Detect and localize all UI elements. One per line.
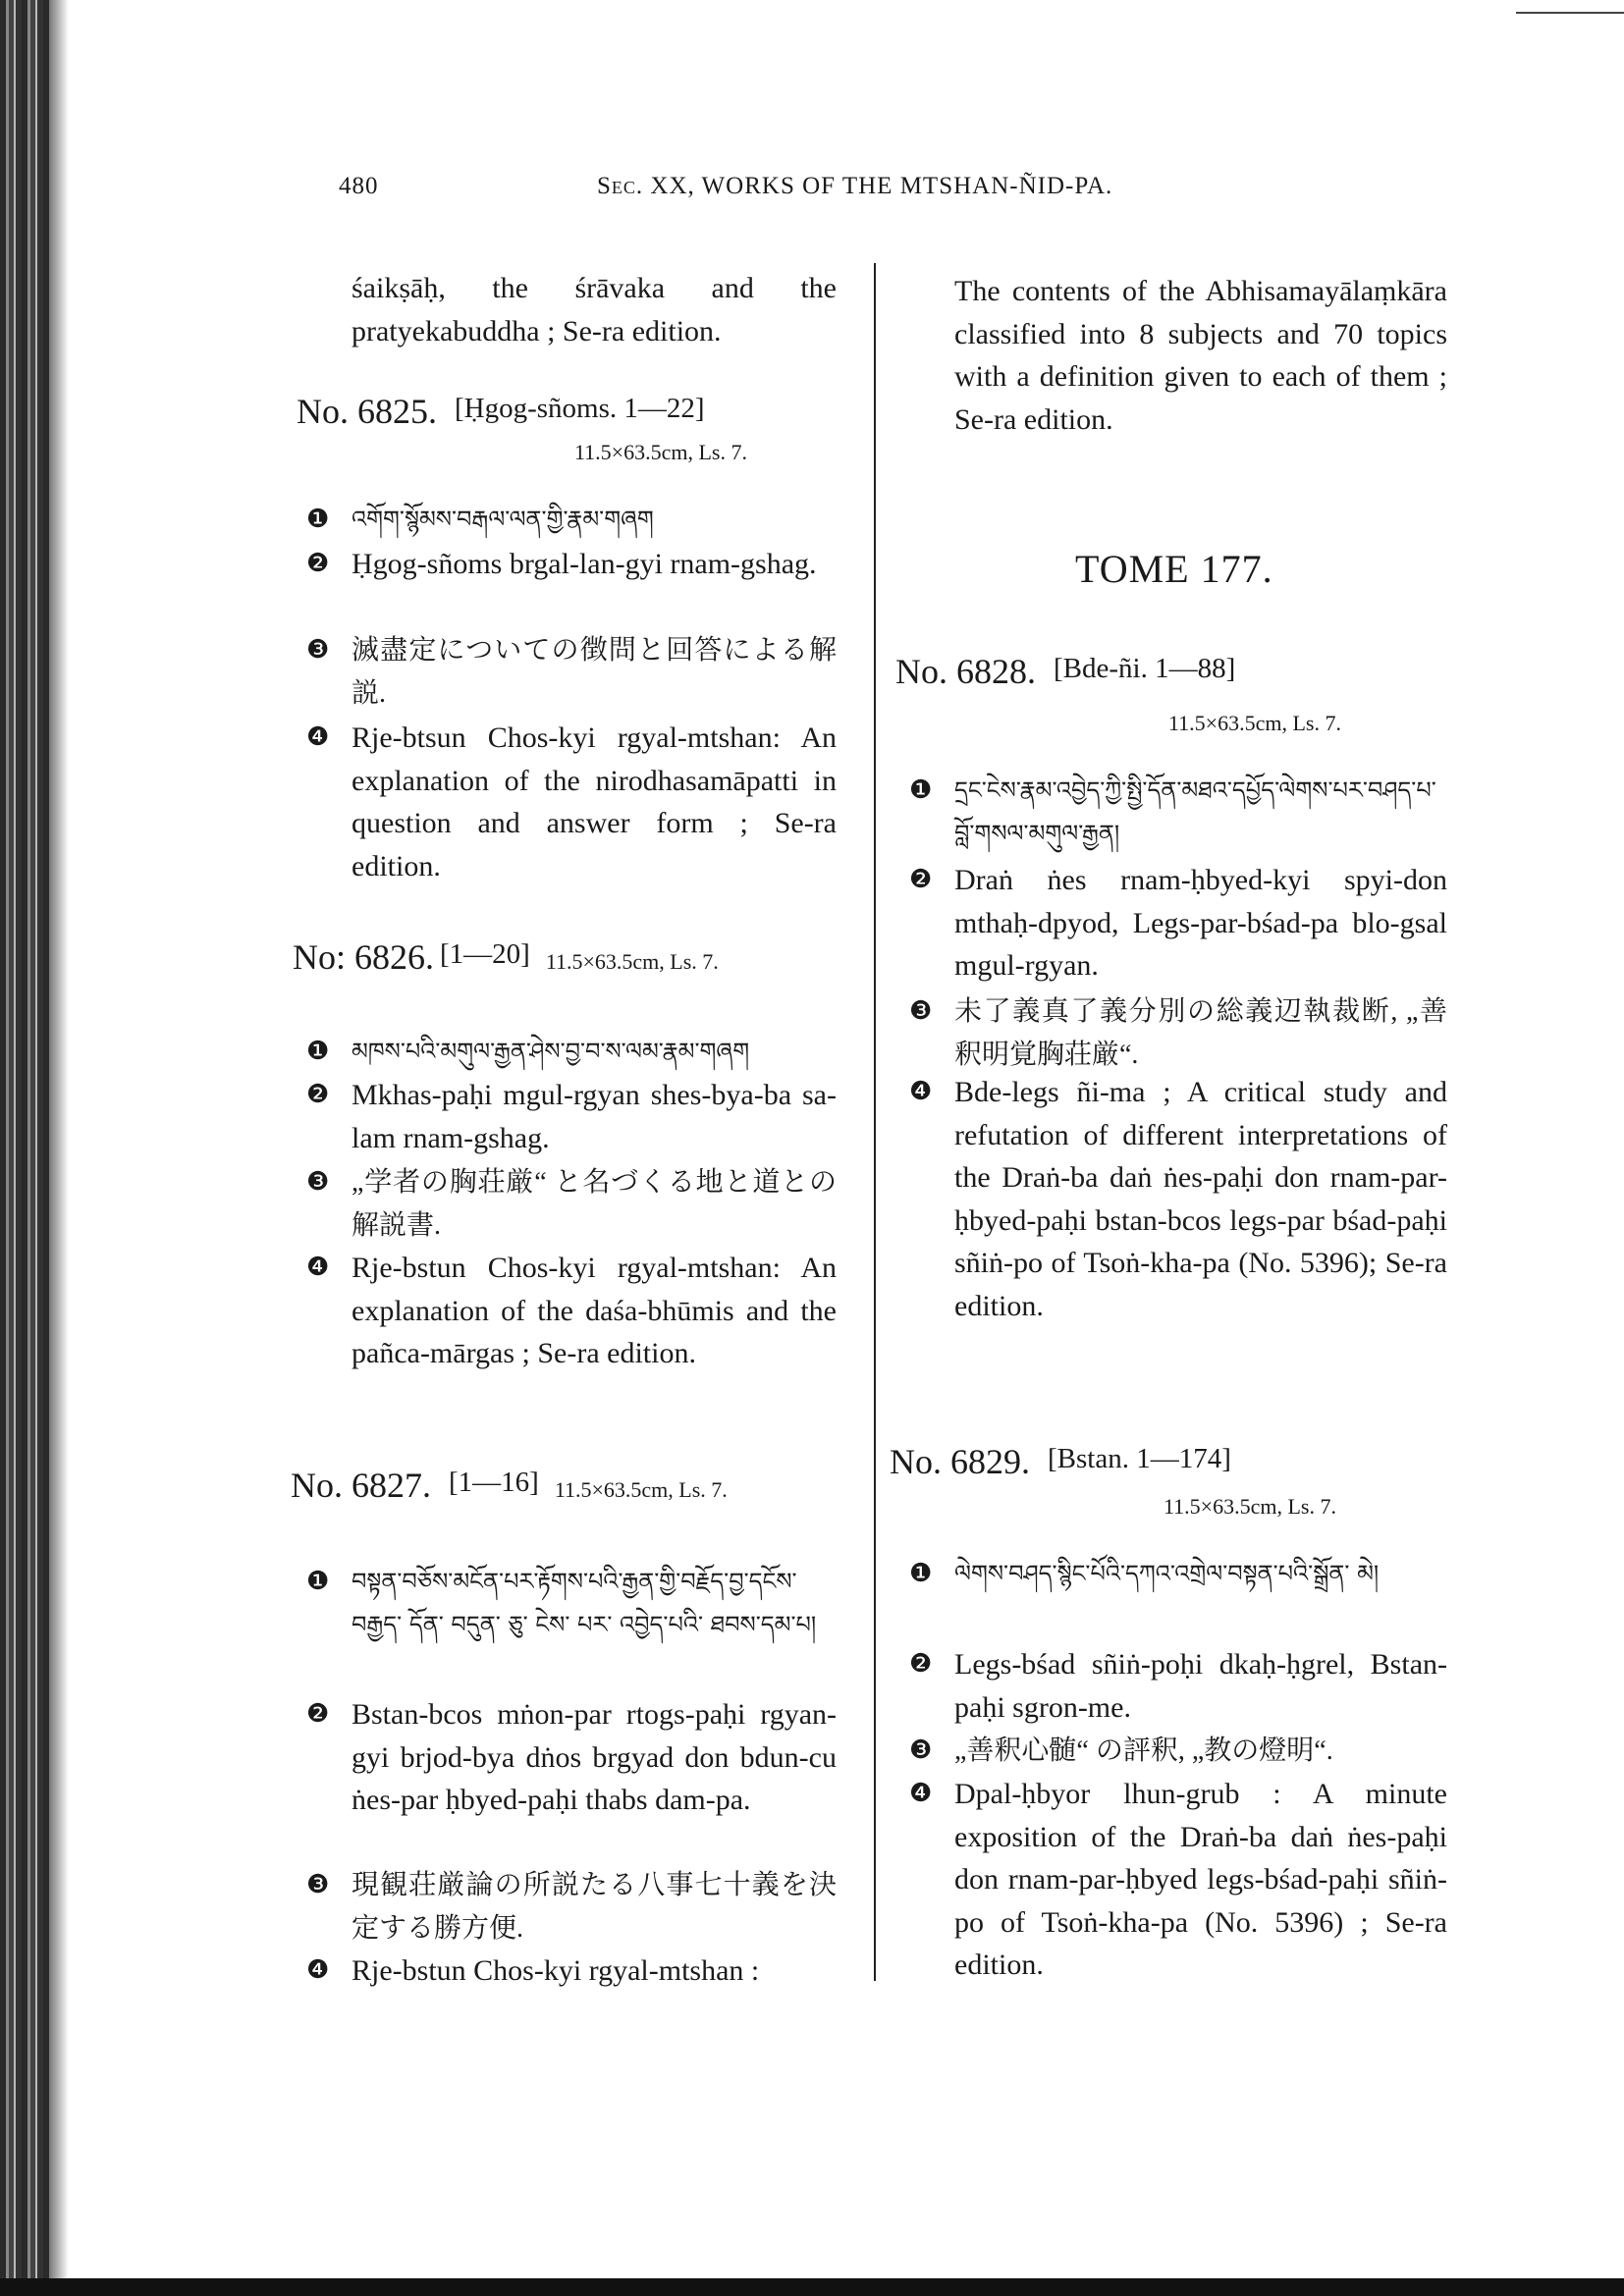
- entry-item: [306, 1949, 837, 1993]
- description: Dpal-ḥbyor lhun-grub : A minute exposition of the Draṅ-ba daṅ ṅes-paḥi don rnam-par-ḥbyed legs-bśad-paḥi sñiṅ-po of Tsoṅ-kha-pa (No. 5396) ; Se-ra edition.: [954, 1778, 1447, 1981]
- transliterated-title: Bstan-bcos mṅon-par rtogs-paḥi rgyan-gyi brjod-bya dṅos brgyad don bdun-cu ṅes-par ḥbyed-paḥi thabs dam-pa.: [352, 1698, 837, 1816]
- entry-item: [909, 859, 1447, 988]
- description: Rje-bstun Chos-kyi rgyal-mtshan :: [352, 1954, 760, 1987]
- number-marker-icon: ❶: [306, 1567, 330, 1596]
- entry-item: [306, 1864, 837, 1949]
- number-marker-icon: ❷: [306, 1699, 330, 1729]
- entry-number: No. 6825.: [297, 392, 437, 431]
- column-divider: [874, 263, 876, 1981]
- transliterated-title: Draṅ ṅes rnam-ḥbyed-kyi spyi-don mthaḥ-dpyod, Legs-par-bśad-pa blo-gsal mgul-rgyan.: [954, 864, 1447, 982]
- entry-item: [306, 1247, 837, 1375]
- entry-item: [306, 1161, 837, 1247]
- entry-number: No. 6827.: [291, 1466, 431, 1505]
- number-marker-icon: ❹: [306, 1253, 330, 1282]
- entry-item: [909, 990, 1447, 1076]
- entry-dimensions: 11.5×63.5cm, Ls. 7.: [545, 949, 719, 974]
- number-marker-icon: ❹: [306, 722, 330, 752]
- entry-item: [306, 717, 837, 887]
- entry-item: [306, 499, 837, 542]
- tibetan-title: མཁས་པའི་མགུལ་རྒྱན་ཤེས་བྱ་བ་ས་ལམ་རྣམ་གཞག: [352, 1038, 750, 1065]
- number-marker-icon: ❹: [306, 1955, 330, 1985]
- number-marker-icon: ❸: [306, 1167, 330, 1197]
- number-marker-icon: ❶: [909, 1559, 933, 1588]
- running-title: Sec. XX, WORKS OF THE MTSHAN-ÑID-PA.: [597, 173, 1113, 199]
- japanese-title: 滅盡定についての徴問と回答による解説.: [352, 635, 837, 709]
- number-marker-icon: ❷: [306, 1080, 330, 1109]
- entry-tag: [1—20]: [440, 938, 530, 970]
- number-marker-icon: ❸: [909, 1735, 933, 1765]
- entry-heading: [293, 936, 719, 978]
- number-marker-icon: ❸: [909, 996, 933, 1026]
- entry-number: No. 6829.: [890, 1442, 1030, 1481]
- entry-item: [306, 1031, 837, 1074]
- page-number: 480: [339, 173, 379, 199]
- entry-dimensions: 11.5×63.5cm, Ls. 7.: [1164, 1494, 1336, 1519]
- number-marker-icon: ❹: [909, 1779, 933, 1808]
- japanese-title: 現観荘厳論の所説たる八事七十義を決定する勝方便.: [352, 1870, 837, 1944]
- transliterated-title: Legs-bśad sñiṅ-poḥi dkaḥ-ḥgrel, Bstan-paḥi sgron-me.: [954, 1648, 1447, 1724]
- continuation-text: śaikṣāḥ, the śrāvaka and the pratyekabuddha ; Se-ra edition.: [352, 272, 837, 347]
- entry-item: [306, 1074, 837, 1159]
- entry-tag: [Ḥgog-sñoms. 1—22]: [455, 393, 705, 424]
- entry-heading: [895, 651, 1235, 692]
- entry-tag: [1—16]: [449, 1467, 539, 1498]
- entry-heading: [291, 1465, 728, 1506]
- entry-item: [306, 1693, 837, 1822]
- number-marker-icon: ❶: [306, 1037, 330, 1066]
- entry-heading: [890, 1441, 1231, 1482]
- entry-item: [909, 1071, 1447, 1327]
- transliterated-title: Mkhas-paḥi mgul-rgyan shes-bya-ba sa-lam rnam-gshag.: [352, 1079, 837, 1154]
- scan-edge: [0, 0, 69, 2296]
- transliterated-title: Ḥgog-sñoms brgal-lan-gyi rnam-gshag.: [352, 548, 817, 580]
- number-marker-icon: ❹: [909, 1077, 933, 1106]
- number-marker-icon: ❸: [306, 635, 330, 665]
- tome-heading: TOME 177.: [1075, 547, 1273, 591]
- number-marker-icon: ❷: [909, 865, 933, 894]
- number-marker-icon: ❷: [306, 549, 330, 578]
- number-marker-icon: ❶: [306, 505, 330, 534]
- entry-item: [306, 1561, 837, 1646]
- japanese-title: „学者の胸荘厳“ と名づくる地と道との解説書.: [352, 1167, 837, 1241]
- entry-number: No. 6828.: [895, 652, 1036, 691]
- entry-item: [909, 1773, 1447, 1987]
- tibetan-title: ལེགས་བཤད་སྙིང་པོའི་དཀའ་འགྲེལ་བསྟན་པའི་སྒྲོན་ མེ།: [954, 1560, 1380, 1587]
- continuation-text: The contents of the Abhisamayālaṃkāra classified into 8 subjects and 70 topics with a definition given to each of them ; Se-ra edition.: [954, 275, 1447, 436]
- entry-item: [909, 1730, 1447, 1773]
- description: Rje-bstun Chos-kyi rgyal-mtshan: An explanation of the daśa-bhūmis and the pañca-mārgas ; Se-ra edition.: [352, 1252, 837, 1369]
- number-marker-icon: ❶: [909, 775, 933, 805]
- japanese-title: „善釈心髄“ の評釈, „教の燈明“.: [954, 1735, 1333, 1766]
- tibetan-title: བསྟན་བཅོས་མངོན་པར་རྟོགས་པའི་རྒྱན་གྱི་བརྗོད་བྱ་དངོས་ བརྒྱད་ དོན་ བདུན་ ཅུ་ ངེས་ པར་ འབྱེད་པའི་ ཐབས་དམ་པ།: [352, 1568, 817, 1638]
- entry-tag: [Bde-ñi. 1—88]: [1054, 653, 1236, 684]
- entry-number: No: 6826.: [293, 937, 434, 977]
- description: Rje-btsun Chos-kyi rgyal-mtshan: An explanation of the nirodhasamāpatti in question and answer form ; Se-ra edition.: [352, 721, 837, 882]
- entry-item: [909, 1553, 1447, 1596]
- japanese-title: 未了義真了義分別の総義辺執裁断, „善釈明覚胸荘厳“.: [954, 996, 1447, 1070]
- number-marker-icon: ❷: [909, 1649, 933, 1679]
- entry-item: [909, 770, 1447, 855]
- entry-dimensions: 11.5×63.5cm, Ls. 7.: [574, 440, 747, 464]
- entry-dimensions: 11.5×63.5cm, Ls. 7.: [1168, 711, 1341, 735]
- entry-heading: [297, 391, 705, 432]
- tibetan-title: དྲང་ངེས་རྣམ་འབྱེད་ཀྱི་སྤྱི་དོན་མཐའ་དཔྱོད་ལེགས་པར་བཤད་པ་ བློ་གསལ་མགུལ་རྒྱན།: [954, 776, 1436, 847]
- description: Bde-legs ñi-ma ; A critical study and refutation of different interpretations of the Draṅ-ba daṅ ṅes-paḥi don rnam-par-ḥbyed-paḥi bstan-bcos legs-par bśad-paḥi sñiṅ-po of Tsoṅ-kha-pa (No. 5396); Se-ra edition.: [954, 1076, 1447, 1322]
- entry-item: [306, 629, 837, 715]
- entry-tag: [Bstan. 1—174]: [1048, 1443, 1231, 1474]
- entry-item: [909, 1643, 1447, 1729]
- scan-bottom-edge: [0, 2278, 1624, 2296]
- number-marker-icon: ❸: [306, 1870, 330, 1899]
- tibetan-title: འགོག་སྙོམས་བརྒལ་ལན་གྱི་རྣམ་གཞག: [352, 506, 654, 533]
- scan-mark: [1516, 12, 1624, 14]
- entry-item: [306, 543, 837, 586]
- entry-dimensions: 11.5×63.5cm, Ls. 7.: [554, 1477, 728, 1502]
